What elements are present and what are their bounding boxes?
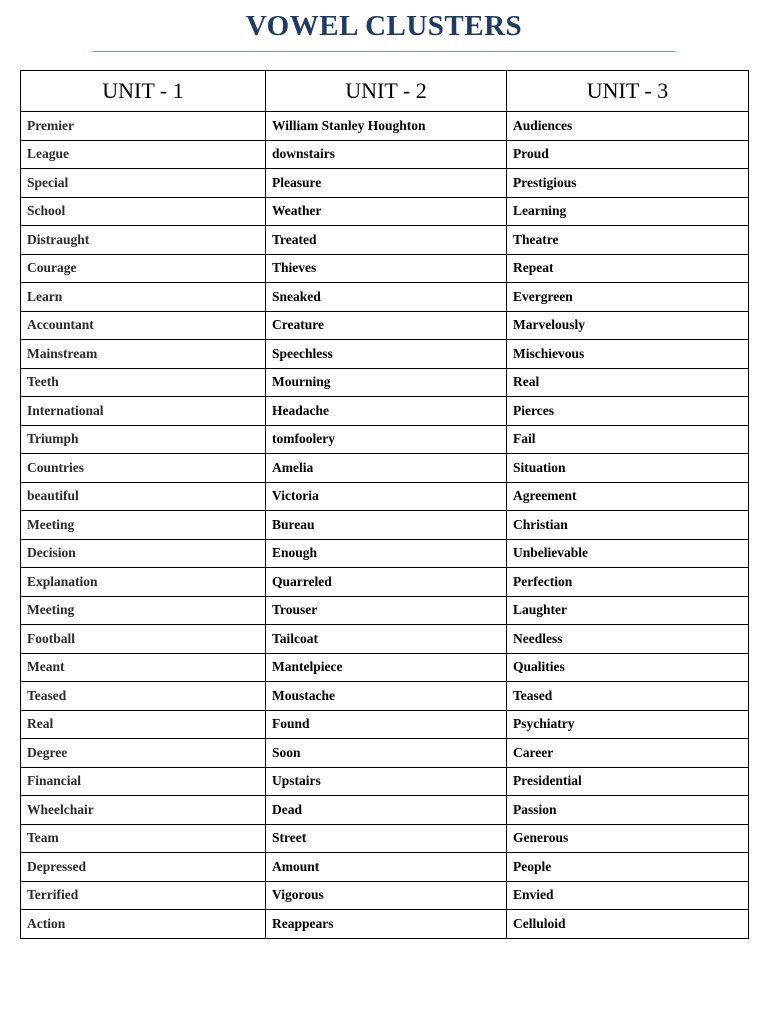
unit-3-word: Presidential — [507, 767, 749, 796]
unit-3-word: Psychiatry — [507, 710, 749, 739]
unit-2-word: Headache — [266, 397, 507, 426]
unit-2-word: Bureau — [266, 511, 507, 540]
table-row — [21, 169, 749, 198]
unit-1-word: Explanation — [21, 568, 266, 597]
unit-1-word: League — [21, 140, 266, 169]
unit-1-word: Accountant — [21, 311, 266, 340]
unit-1-word: Meeting — [21, 596, 266, 625]
unit-2-word: Creature — [266, 311, 507, 340]
unit-1-word: Decision — [21, 539, 266, 568]
table-row — [21, 539, 749, 568]
unit-1-word: Premier — [21, 112, 266, 141]
table-row — [21, 140, 749, 169]
unit-2-word: Amelia — [266, 454, 507, 483]
vowel-cluster-table — [20, 70, 749, 939]
header-unit-1: UNIT - 1 — [21, 71, 266, 112]
table-row — [21, 425, 749, 454]
unit-1-word: Meeting — [21, 511, 266, 540]
unit-1-word: Teeth — [21, 368, 266, 397]
unit-2-word: Upstairs — [266, 767, 507, 796]
unit-2-word: Moustache — [266, 682, 507, 711]
unit-1-word: beautiful — [21, 482, 266, 511]
unit-1-word: Distraught — [21, 226, 266, 255]
unit-3-word: Mischievous — [507, 340, 749, 369]
title-underline — [93, 51, 675, 52]
unit-1-word: Wheelchair — [21, 796, 266, 825]
unit-2-word: Thieves — [266, 254, 507, 283]
unit-3-word: Evergreen — [507, 283, 749, 312]
table-row — [21, 796, 749, 825]
unit-2-word: Mantelpiece — [266, 653, 507, 682]
table-row — [21, 397, 749, 426]
unit-1-word: Learn — [21, 283, 266, 312]
unit-3-word: Career — [507, 739, 749, 768]
unit-3-word: Audiences — [507, 112, 749, 141]
unit-2-word: tomfoolery — [266, 425, 507, 454]
unit-1-word: Triumph — [21, 425, 266, 454]
unit-2-word: Speechless — [266, 340, 507, 369]
unit-3-word: Laughter — [507, 596, 749, 625]
table-row — [21, 824, 749, 853]
unit-3-word: People — [507, 853, 749, 882]
table-row — [21, 197, 749, 226]
unit-2-word: Street — [266, 824, 507, 853]
table-row — [21, 340, 749, 369]
unit-2-word: Mourning — [266, 368, 507, 397]
table-row — [21, 511, 749, 540]
unit-3-word: Real — [507, 368, 749, 397]
unit-2-word: Trouser — [266, 596, 507, 625]
unit-1-word: International — [21, 397, 266, 426]
unit-2-word: Treated — [266, 226, 507, 255]
table-row — [21, 682, 749, 711]
unit-1-word: Countries — [21, 454, 266, 483]
unit-2-word: Reappears — [266, 910, 507, 939]
table-row — [21, 739, 749, 768]
table-body — [21, 112, 749, 939]
unit-2-word: Enough — [266, 539, 507, 568]
table-row — [21, 910, 749, 939]
table-row — [21, 596, 749, 625]
table-row — [21, 653, 749, 682]
table-row — [21, 283, 749, 312]
unit-2-word: Found — [266, 710, 507, 739]
unit-1-word: Team — [21, 824, 266, 853]
header-unit-2: UNIT - 2 — [266, 71, 507, 112]
unit-3-word: Unbelievable — [507, 539, 749, 568]
unit-1-word: Action — [21, 910, 266, 939]
unit-1-word: Mainstream — [21, 340, 266, 369]
table-row — [21, 254, 749, 283]
unit-1-word: Degree — [21, 739, 266, 768]
table-row — [21, 454, 749, 483]
unit-3-word: Christian — [507, 511, 749, 540]
unit-3-word: Proud — [507, 140, 749, 169]
unit-2-word: Tailcoat — [266, 625, 507, 654]
unit-1-word: Real — [21, 710, 266, 739]
unit-2-word: Dead — [266, 796, 507, 825]
header-row — [21, 71, 749, 112]
unit-2-word: Quarreled — [266, 568, 507, 597]
unit-3-word: Fail — [507, 425, 749, 454]
table-row — [21, 368, 749, 397]
unit-3-word: Passion — [507, 796, 749, 825]
unit-3-word: Pierces — [507, 397, 749, 426]
unit-3-word: Perfection — [507, 568, 749, 597]
unit-2-word: Vigorous — [266, 881, 507, 910]
unit-3-word: Qualities — [507, 653, 749, 682]
unit-3-word: Celluloid — [507, 910, 749, 939]
table-row — [21, 767, 749, 796]
unit-1-word: Financial — [21, 767, 266, 796]
unit-2-word: Sneaked — [266, 283, 507, 312]
unit-3-word: Marvelously — [507, 311, 749, 340]
table-row — [21, 853, 749, 882]
table-row — [21, 881, 749, 910]
unit-1-word: Terrified — [21, 881, 266, 910]
unit-3-word: Situation — [507, 454, 749, 483]
unit-2-word: Amount — [266, 853, 507, 882]
unit-3-word: Generous — [507, 824, 749, 853]
unit-3-word: Repeat — [507, 254, 749, 283]
unit-2-word: Victoria — [266, 482, 507, 511]
unit-3-word: Agreement — [507, 482, 749, 511]
table-row — [21, 482, 749, 511]
unit-3-word: Learning — [507, 197, 749, 226]
unit-3-word: Needless — [507, 625, 749, 654]
document-title: VOWEL CLUSTERS — [245, 10, 523, 42]
unit-2-word: Pleasure — [266, 169, 507, 198]
unit-2-word: Soon — [266, 739, 507, 768]
unit-1-word: Depressed — [21, 853, 266, 882]
unit-1-word: Teased — [21, 682, 266, 711]
unit-1-word: Courage — [21, 254, 266, 283]
table-row — [21, 568, 749, 597]
unit-1-word: Special — [21, 169, 266, 198]
unit-3-word: Theatre — [507, 226, 749, 255]
unit-3-word: Teased — [507, 682, 749, 711]
table-row — [21, 710, 749, 739]
unit-2-word: Weather — [266, 197, 507, 226]
table-row — [21, 311, 749, 340]
unit-3-word: Envied — [507, 881, 749, 910]
unit-2-word: downstairs — [266, 140, 507, 169]
unit-1-word: School — [21, 197, 266, 226]
unit-3-word: Prestigious — [507, 169, 749, 198]
unit-1-word: Football — [21, 625, 266, 654]
table-row — [21, 625, 749, 654]
header-unit-3: UNIT - 3 — [507, 71, 749, 112]
unit-2-word: William Stanley Houghton — [266, 112, 507, 141]
unit-1-word: Meant — [21, 653, 266, 682]
table-row — [21, 112, 749, 141]
table-row — [21, 226, 749, 255]
